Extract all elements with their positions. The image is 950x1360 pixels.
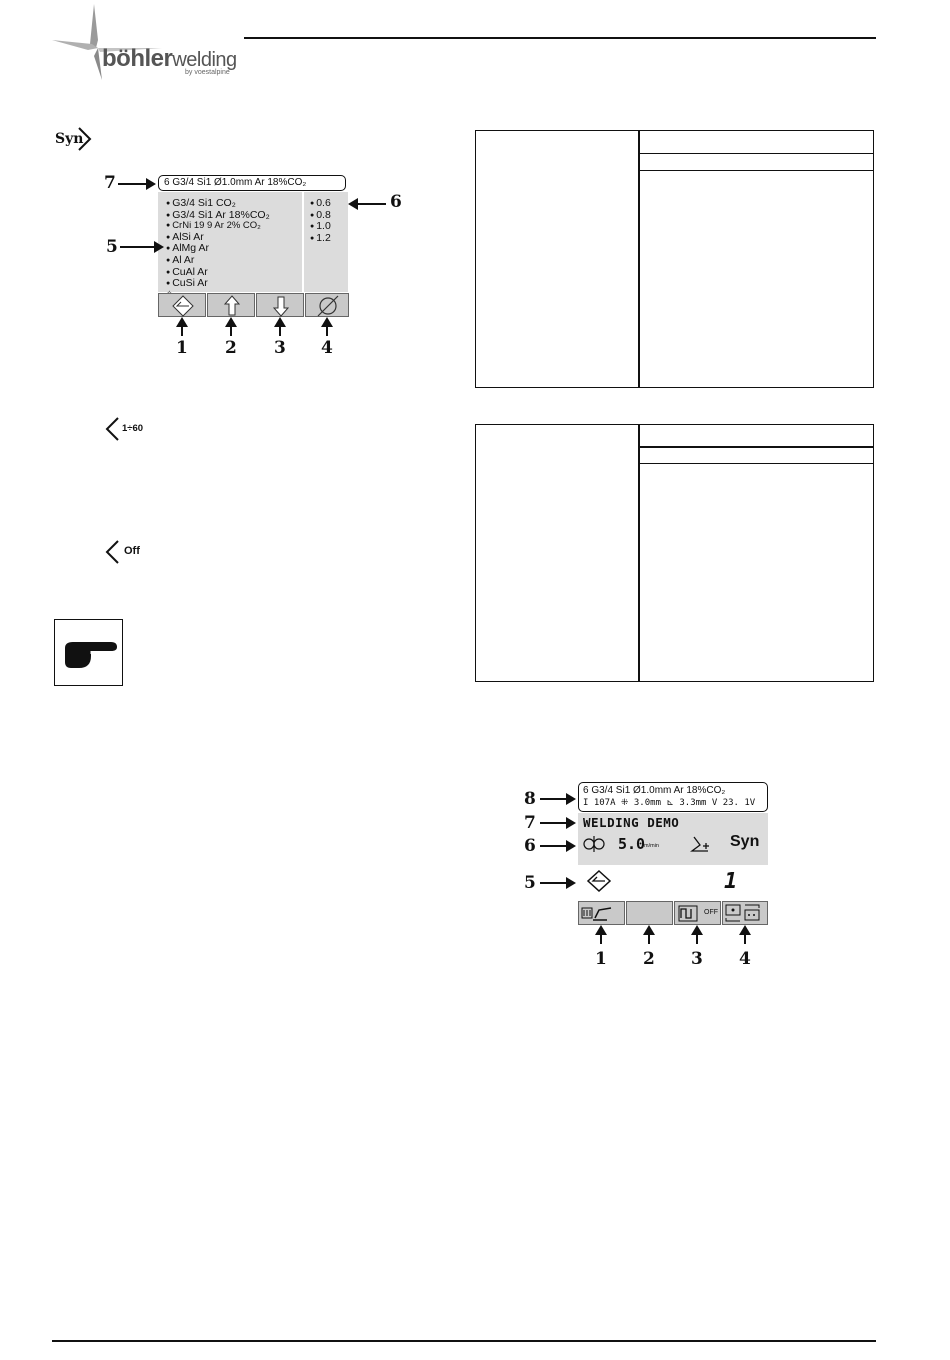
fig2-header-box <box>578 782 768 812</box>
callout-4: 4 <box>321 338 333 358</box>
callout-5: 5 <box>106 237 118 257</box>
callout-2: 2 <box>643 949 655 969</box>
softkey-mode[interactable] <box>578 901 625 925</box>
callout-4: 4 <box>739 949 751 969</box>
welding-demo-text: WELDING DEMO <box>583 815 680 830</box>
callout-5-arrow <box>540 882 574 884</box>
list-item: ● Al Ar <box>166 255 270 267</box>
list-item: ● 1.2 <box>310 233 331 245</box>
callout-1: 1 <box>176 338 188 358</box>
syn-mode-text: Syn <box>730 833 760 850</box>
callout-5: 5 <box>524 873 536 893</box>
fig2-line2: I 107A ⁜ 3.0mm ⊾ 3.3mm V 23. 1V <box>583 798 756 808</box>
callout-8: 8 <box>524 789 536 809</box>
softkey-pulse[interactable] <box>674 901 721 925</box>
table-1-col-divider <box>638 130 640 388</box>
callout-7-arrow <box>118 183 154 185</box>
figure2 <box>520 780 780 972</box>
callout-6: 6 <box>524 836 536 856</box>
brand-sub: welding <box>172 49 237 71</box>
fig1-title-bar: 6 G3/4 Si1 Ø1.0mm Ar 18%CO₂ <box>158 175 346 191</box>
header-rule <box>244 37 876 39</box>
brand-main: böhler <box>102 45 173 72</box>
callout-6: 6 <box>390 192 402 212</box>
list-item: ● CuAl Ar <box>166 267 270 279</box>
figure1 <box>100 170 410 360</box>
materials-list <box>166 198 270 298</box>
footer-rule <box>52 1340 876 1342</box>
callout-6-arrow <box>350 203 386 205</box>
off-label: OFF <box>704 909 718 916</box>
softkey-empty[interactable] <box>626 901 673 925</box>
welding-mode-icon <box>579 902 624 924</box>
table-2-row-line <box>640 446 874 448</box>
softkey-enter[interactable] <box>158 293 206 317</box>
callout-3: 3 <box>691 949 703 969</box>
enter-diamond-icon <box>159 294 207 318</box>
panel-settings-icon <box>723 902 767 924</box>
callout-1-arrow <box>600 928 602 944</box>
softkey-settings[interactable] <box>722 901 768 925</box>
table-2 <box>475 424 874 682</box>
wire-speed-value: 5.0 <box>618 835 646 853</box>
arrow-down-icon <box>257 294 305 318</box>
list-item: ● AlMg Ar <box>166 243 270 255</box>
enter-diamond-icon <box>586 870 612 897</box>
list-item: ● G3/4 Si1 CO₂ <box>166 198 270 210</box>
off-icon: Off <box>104 539 154 565</box>
list-item: ● CrNi 19 9 Ar 2% CO₂ <box>166 221 270 232</box>
softkey-diameter[interactable] <box>305 293 349 317</box>
callout-4-arrow <box>326 320 328 336</box>
pointing-hand-icon <box>61 634 121 674</box>
torch-icon <box>690 835 712 858</box>
table-1 <box>475 130 874 388</box>
callout-3-arrow <box>279 320 281 336</box>
list-item: ● CuSi Ar <box>166 278 270 290</box>
arrow-up-icon <box>208 294 256 318</box>
range-icon: 1÷60 <box>104 416 154 442</box>
brand-tag: by voestalpine <box>185 69 230 76</box>
program-digit: 1 <box>724 869 738 894</box>
table-2-row-line <box>640 463 874 464</box>
callout-6-arrow <box>540 845 574 847</box>
pulse-icon <box>675 902 707 924</box>
diameters-list <box>310 198 331 244</box>
callout-3-arrow <box>696 928 698 944</box>
syn-icon: Syn <box>55 126 95 154</box>
callout-2: 2 <box>225 338 237 358</box>
wire-speed-unit: m/min <box>644 843 659 849</box>
softkey-up[interactable] <box>207 293 255 317</box>
table-1-row-line <box>640 170 874 171</box>
brand-logo <box>52 4 242 80</box>
callout-2-arrow <box>648 928 650 944</box>
callout-7: 7 <box>104 173 116 193</box>
list-item: ● 1.0 <box>310 221 331 233</box>
diameter-icon <box>306 294 350 318</box>
callout-1-arrow <box>181 320 183 336</box>
note-box <box>54 619 123 686</box>
list-item: ● G3/4 Si1 Ar 18%CO₂ <box>166 210 270 222</box>
callout-7-arrow <box>540 822 574 824</box>
fig2-line1: 6 G3/4 Si1 Ø1.0mm Ar 18%CO₂ <box>583 785 726 796</box>
callout-8-arrow <box>540 798 574 800</box>
callout-4-arrow <box>744 928 746 944</box>
callout-2-arrow <box>230 320 232 336</box>
list-item: ● 0.8 <box>310 210 331 222</box>
softkey-down[interactable] <box>256 293 304 317</box>
wire-feed-icon <box>583 836 605 857</box>
callout-7: 7 <box>524 813 536 833</box>
list-item: ● 0.6 <box>310 198 331 210</box>
table-1-row-line <box>640 153 874 154</box>
list-item: ● AlSi Ar <box>166 232 270 244</box>
callout-5-arrow <box>120 246 162 248</box>
callout-3: 3 <box>274 338 286 358</box>
fig1-divider <box>302 192 304 292</box>
callout-1: 1 <box>595 949 607 969</box>
